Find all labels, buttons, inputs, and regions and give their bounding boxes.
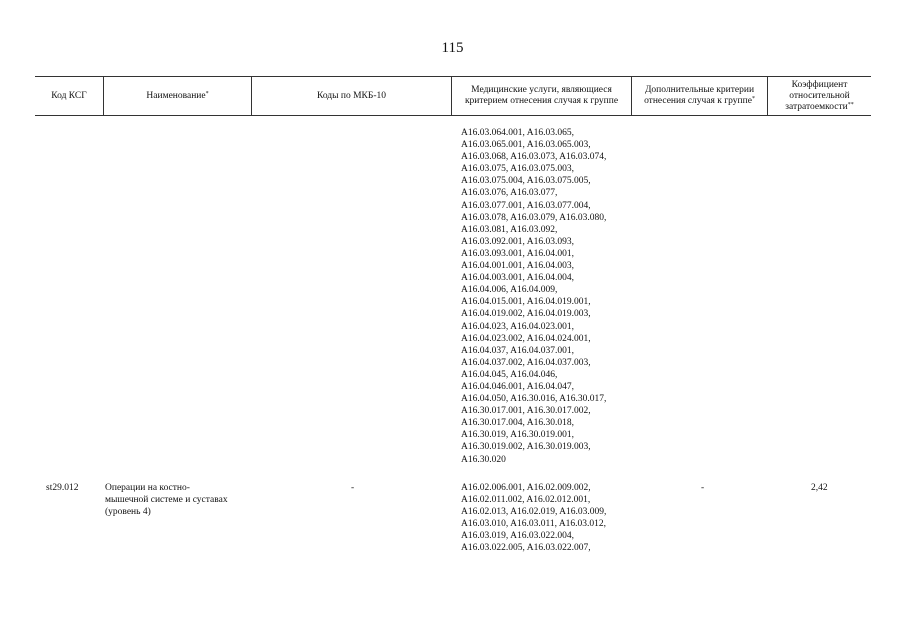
row-mkb: - bbox=[351, 483, 355, 493]
service-code-line: A16.04.037.002, A16.04.037.003, bbox=[461, 357, 591, 368]
service-code-line: A16.02.006.001, A16.02.009.002, bbox=[461, 483, 591, 493]
header-extra-label bbox=[635, 85, 764, 107]
service-code-line: A16.04.001.001, A16.04.003, bbox=[461, 261, 574, 272]
service-code-line: A16.03.078, A16.03.079, A16.03.080, bbox=[461, 212, 607, 223]
service-code-line: A16.03.064.001, A16.03.065, bbox=[461, 128, 574, 138]
header-coef-text: Коэффициент относительной затратоемкости bbox=[785, 79, 850, 112]
row-coefficient: 2,42 bbox=[811, 483, 828, 493]
header-extra bbox=[631, 77, 767, 115]
service-code-line: A16.03.010, A16.03.011, A16.03.012, bbox=[461, 519, 607, 530]
table-header bbox=[35, 76, 871, 116]
service-code-line: A16.03.093.001, A16.04.001, bbox=[461, 248, 574, 259]
service-code-line: A16.30.019.002, A16.30.019.003, bbox=[461, 442, 591, 453]
header-mkb-label: Коды по МКБ-10 bbox=[316, 90, 387, 101]
page-number: 115 bbox=[441, 40, 464, 56]
service-code-line: A16.03.022.005, A16.03.022.007, bbox=[461, 543, 591, 554]
row-services bbox=[461, 482, 641, 555]
service-code-line: A16.04.003.001, A16.04.004, bbox=[461, 273, 574, 284]
service-code-line: A16.03.075.004, A16.03.075.005, bbox=[461, 176, 591, 187]
service-code-line: A16.30.017.001, A16.30.017.002, bbox=[461, 406, 591, 417]
service-code-line: A16.02.011.002, A16.02.012.001, bbox=[461, 495, 591, 506]
row-name bbox=[105, 482, 255, 518]
header-code-label: Код КСГ bbox=[51, 90, 87, 101]
row-name-line: (уровень 4) bbox=[105, 507, 151, 517]
service-code-line: A16.03.065.001, A16.03.065.003, bbox=[461, 140, 591, 151]
continuation-services-list bbox=[461, 127, 641, 466]
service-code-line: A16.03.019, A16.03.022.004, bbox=[461, 531, 574, 542]
header-extra-text: Дополнительные критерии отнесения случая к группе bbox=[644, 85, 755, 106]
service-code-line: A16.03.068, A16.03.073, A16.03.074, bbox=[461, 152, 607, 163]
row-extra-criteria: - bbox=[701, 483, 705, 493]
service-code-line: A16.30.019, A16.30.019.001, bbox=[461, 430, 574, 441]
service-code-line: A16.04.046.001, A16.04.047, bbox=[461, 381, 574, 392]
row-name-line: мышечной системе и суставах bbox=[105, 495, 228, 505]
service-code-line: A16.04.006, A16.04.009, bbox=[461, 285, 558, 296]
service-code-line: A16.04.045, A16.04.046, bbox=[461, 369, 558, 380]
service-code-line: A16.02.013, A16.02.019, A16.03.009, bbox=[461, 507, 607, 518]
header-mkb bbox=[251, 77, 451, 115]
service-code-line: A16.03.081, A16.03.092, bbox=[461, 224, 558, 235]
header-services bbox=[451, 77, 631, 115]
header-coef-label bbox=[771, 80, 868, 113]
service-code-line: A16.04.023.002, A16.04.024.001, bbox=[461, 333, 591, 344]
service-code-line: A16.30.017.004, A16.30.018, bbox=[461, 418, 574, 429]
header-name-footnote-mark: * bbox=[205, 90, 209, 97]
header-name-label bbox=[146, 91, 208, 102]
row-name-line: Операции на костно- bbox=[105, 483, 190, 493]
service-code-line: A16.04.023, A16.04.023.001, bbox=[461, 321, 574, 332]
header-name-text: Наименование bbox=[146, 90, 206, 101]
service-code-line: A16.03.075, A16.03.075.003, bbox=[461, 164, 574, 175]
header-coef-footnote-mark: ** bbox=[847, 101, 854, 108]
row-code: st29.012 bbox=[46, 483, 79, 493]
service-code-line: A16.03.076, A16.03.077, bbox=[461, 188, 558, 199]
service-code-line: A16.04.037, A16.04.037.001, bbox=[461, 345, 574, 356]
service-code-line: A16.03.092.001, A16.03.093, bbox=[461, 236, 574, 247]
service-code-line: A16.04.050, A16.30.016, A16.30.017, bbox=[461, 394, 607, 405]
header-name bbox=[103, 77, 251, 115]
service-code-line: A16.30.020 bbox=[461, 454, 506, 465]
header-coef bbox=[767, 77, 871, 115]
header-extra-footnote-mark: * bbox=[751, 96, 755, 102]
header-services-label: Медицинские услуги, являющиеся критерием отнесения случая к группе bbox=[464, 85, 619, 106]
header-code bbox=[35, 77, 103, 115]
service-code-line: A16.04.015.001, A16.04.019.001, bbox=[461, 297, 591, 308]
service-code-line: A16.04.019.002, A16.04.019.003, bbox=[461, 309, 591, 320]
service-code-line: A16.03.077.001, A16.03.077.004, bbox=[461, 200, 591, 211]
